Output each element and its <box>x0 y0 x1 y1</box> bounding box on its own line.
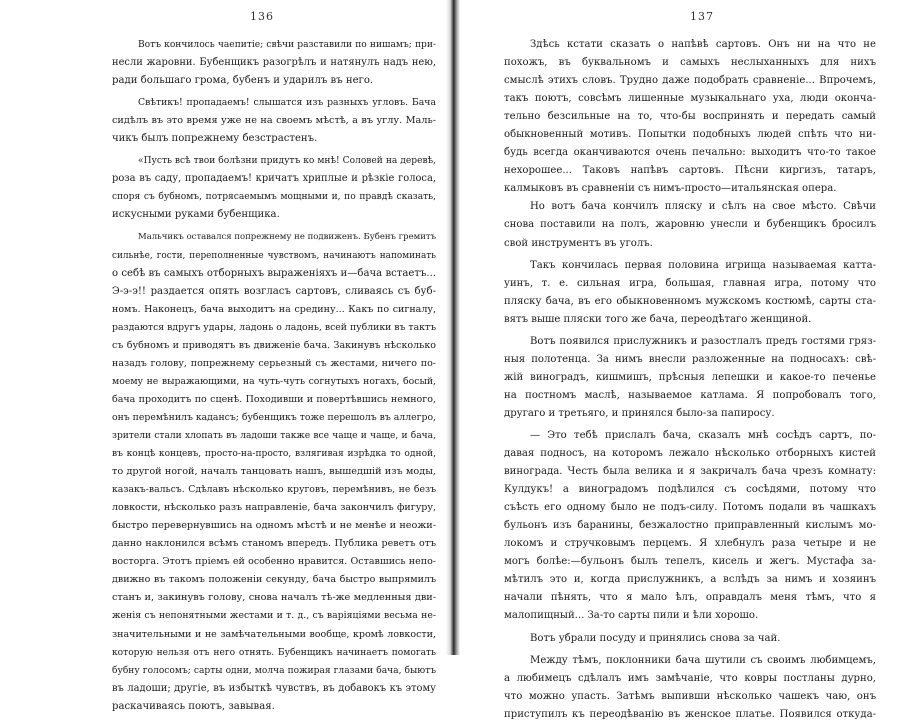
text-line: назадъ голову, попрежнему серьезный съ жестами, ничего по- <box>112 357 436 369</box>
text-line: споря съ бубномъ, потрясаемымъ мощными и, по правдѣ сказать, <box>112 192 436 203</box>
text-line: начали пѣнять, что я мало ѣлъ, оправдалъ меня тѣмъ, что я <box>504 592 876 604</box>
text-line: бача проходитъ по сценѣ. Походивши и повертѣвшись немного, <box>112 393 436 405</box>
text-line: похожъ, въ буквальномъ и самыхъ неслыханныхъ для нихъ <box>504 57 876 69</box>
text-line: Здѣсь кстати сказать о напѣвѣ сартовъ. Онъ ни на что не <box>530 39 876 50</box>
page-text <box>112 36 436 716</box>
text-line: ловкости, нѣсколько разъ направленіе, бача закончилъ фигуру, <box>112 502 436 514</box>
page-number: 137 <box>690 10 714 23</box>
text-line: бубну голосомъ; сарты одни, молча пожирая глазами бача, быютъ <box>112 665 436 676</box>
text-line: жій виноградъ, кишмишъ, прѣсныя лепешки и какое-то печенье <box>504 371 876 383</box>
text-line: другаго и третьяго, и принялся было-за папиросу. <box>504 407 775 419</box>
text-line: значительными и не замѣчательными вообще, кромѣ ловкости, <box>112 628 436 640</box>
book-gutter <box>446 0 460 655</box>
text-line: на постномъ маслѣ, называемое катлама. Я попробовалъ того, <box>504 389 876 401</box>
text-line: зрители стали хлопать въ ладоши также все чаще и чаще, и бача, <box>112 430 436 441</box>
text-line: снова поставили на полъ, жаровню унесли и бубенщикъ бросилъ <box>504 219 876 231</box>
text-line: локомъ и стручковымъ перцемъ. Я хлебнулъ раза четыре и не <box>504 538 876 550</box>
text-line: Вотъ появился прислужникъ и разостлалъ предъ гостями гряз- <box>530 335 876 347</box>
text-line: бульонъ изъ баранины, безжалостно приправленный кислымъ мо- <box>504 520 876 532</box>
text-line: казакъ-вальсъ. Сдѣлавъ нѣсколько круговъ, перемѣнивъ, не безъ <box>112 484 436 496</box>
text-line: будь всегда оканчиваются очень печально: выходитъ что-то такое <box>504 147 876 159</box>
text-line: уинъ, т. е. сильная игра, большая, главная игра, потому что <box>504 277 876 289</box>
text-line: Кулдукъ! а виноградомъ подѣлился съ сосѣдями, потому что <box>504 484 876 496</box>
text-line: съѣсть его одному было не подъ-силу. Потомъ подали въ чашкахъ <box>504 502 876 514</box>
text-line: смыслѣ этихъ словъ. Трудно даже подобрать сравненіе... Впрочемъ, <box>504 75 876 87</box>
text-line: что можно упасть. Затѣмъ выпивши нѣсколько чашекъ чаю, онъ <box>504 690 876 702</box>
text-line: могъ болѣе:—бульонъ былъ тепелъ, кисель и жегъ. Мустафа за- <box>504 556 876 568</box>
text-line: сильнѣе, гости, переполненные чувствомъ, начинаютъ напоминать <box>112 250 436 261</box>
text-line: нехорошее... Таковъ напѣвъ сартовъ. Пѣсни киргизъ, татаръ, <box>504 165 876 177</box>
text-line: моему не выражающими, на чуть-чуть согнутыхъ ногахъ, босый, <box>112 375 436 387</box>
text-line: обыкновенный мотивъ. Попытки подобныхъ людей спѣть что ни- <box>504 129 876 141</box>
text-line: движно въ такомъ положеніи секунду, бача быстро выпрямилъ <box>112 574 436 586</box>
text-line: пляску бача, въ его обыкновенномъ мужскомъ костюмѣ, сарты ста- <box>504 295 876 307</box>
text-line: сидѣлъ въ это время уже не на своемъ мѣстѣ, а въ углу. Маль- <box>112 115 436 127</box>
text-line: вятъ выше пляски того же бача, переодѣтаго женщиной. <box>504 313 812 325</box>
text-line: Вотъ убрали посуду и принялись снова за чай. <box>530 632 781 644</box>
text-line: въ концѣ концевъ, просто-на-просто, взлягивая изрѣдка то одной, <box>112 449 436 460</box>
text-line: роза въ саду, пропадаемъ! кричатъ хриплые и рѣзкіе голоса, <box>112 173 436 185</box>
text-line: въ ладоши; другіе, въ избыткѣ чувствъ, въ добавокъ къ этому <box>112 682 436 694</box>
text-line: давая подносъ, на которомъ лежало нѣсколько отборныхъ кистей <box>504 448 876 460</box>
text-line: то другой ногой, началъ танцовать нашъ, вышедшій изъ моды, <box>112 466 436 478</box>
text-line: данно наклонился всѣмъ станомъ впередъ. Публика реветъ отъ <box>112 538 436 550</box>
text-line: Свѣтикъ! пропадаемъ! слышатся изъ разныхъ угловъ. Бача <box>138 97 436 109</box>
text-line: приступилъ къ переодѣванію въ женское платье. Появился откуда- <box>504 708 876 720</box>
text-line: свой инструментъ въ уголъ. <box>504 237 653 249</box>
text-line: раздаются вдругъ удары, ладонь о ладонь, всей публики въ тактъ <box>112 321 436 333</box>
text-line: номъ. Наконецъ, бача выходитъ на средину... Какъ по сигналу, <box>112 303 436 315</box>
text-line: «Пусть всѣ твои болѣзни придутъ ко мнѣ! Соловей на деревѣ, <box>138 156 436 167</box>
text-line: а любимецъ сдѣлалъ имъ замѣчаніе, что ковры постланы дурно, <box>504 672 876 684</box>
text-line: съ бубномъ и приводятъ въ движеніе бача. Закинувъ нѣсколько <box>112 339 436 351</box>
text-line: Вотъ кончилось чаепитіе; свѣчи разставили по нишамъ; при- <box>138 40 436 50</box>
text-line: такъ поютъ, совсѣмъ лишенные музыкальнаго уха, люди оконча- <box>504 93 876 105</box>
text-line: тельно безсильные на то, что-бы воспринять и передать самый <box>504 111 876 123</box>
text-line: искусными руками бубенщика. <box>112 209 280 221</box>
right-page <box>460 0 900 720</box>
text-line: о себѣ въ самыхъ отборныхъ выраженіяхъ и—бача встаетъ... <box>112 267 436 279</box>
text-line: станъ и, закинувъ голову, снова началъ тѣ-же медленныя дви- <box>112 592 436 604</box>
page-text <box>504 36 876 724</box>
text-line: — Это тебѣ прислалъ бача, сказалъ мнѣ сосѣдъ сартъ, по- <box>530 429 876 441</box>
text-line: ради большаго грома, бубенъ и ударилъ въ него. <box>112 75 374 87</box>
text-line: мѣтилъ это и, когда прислужникъ, а вслѣдъ за нимъ и хозяинъ <box>504 574 876 586</box>
page-number: 136 <box>250 10 274 23</box>
text-line: Мальчикъ оставался попрежнему не подвиженъ. Бубенъ гремитъ <box>138 232 436 243</box>
text-line: которую нельзя отъ него отнять. Бубенщикъ начинаетъ помогать <box>112 647 436 658</box>
text-line: раскачиваясь поютъ, завывая. <box>112 700 275 712</box>
text-line: чикъ былъ попрежнему безстрастенъ. <box>112 133 318 145</box>
text-line: быстро перевернувшись на одномъ мѣстѣ и не менѣе и неожи- <box>112 520 436 532</box>
text-line: восторга. Этотъ пріемъ ей особенно нравится. Оставшись непо- <box>112 556 436 568</box>
text-line: малопищный... За-то сарты пили и ѣли хорошо. <box>504 610 759 622</box>
left-page <box>0 0 446 712</box>
text-line: онъ перемѣнилъ кадансъ; бубенщикъ тоже перешолъ въ аллегро, <box>112 411 436 423</box>
text-line: Э-э-э!! раздается опять возгласъ сартовъ, сливаясь съ буб- <box>112 285 436 297</box>
text-line: Такъ кончилась первая половина игрища называемая катта- <box>530 259 876 271</box>
text-line: несли жаровни. Бубенщикъ разогрѣлъ и натянулъ надъ нею, <box>112 57 436 69</box>
text-line: Между тѣмъ, поклонники бача шутили съ своимъ любимцемъ, <box>530 654 876 666</box>
text-line: женія съ непонятными жестами и т. д., съ варіяціями весьма не- <box>112 610 436 622</box>
text-line: калмыковъ въ сравненіи съ нимъ-просто—итальянская опера. <box>504 183 837 195</box>
text-line: Но вотъ бача кончилъ пляску и сѣлъ на свое мѣсто. Свѣчи <box>530 201 876 213</box>
text-line: ныя полотенца. За нимъ внесли разложенные на подносахъ: свѣ- <box>504 353 876 365</box>
text-line: винограда. Честь была велика и я закричалъ бача чрезъ комнату: <box>504 466 876 478</box>
